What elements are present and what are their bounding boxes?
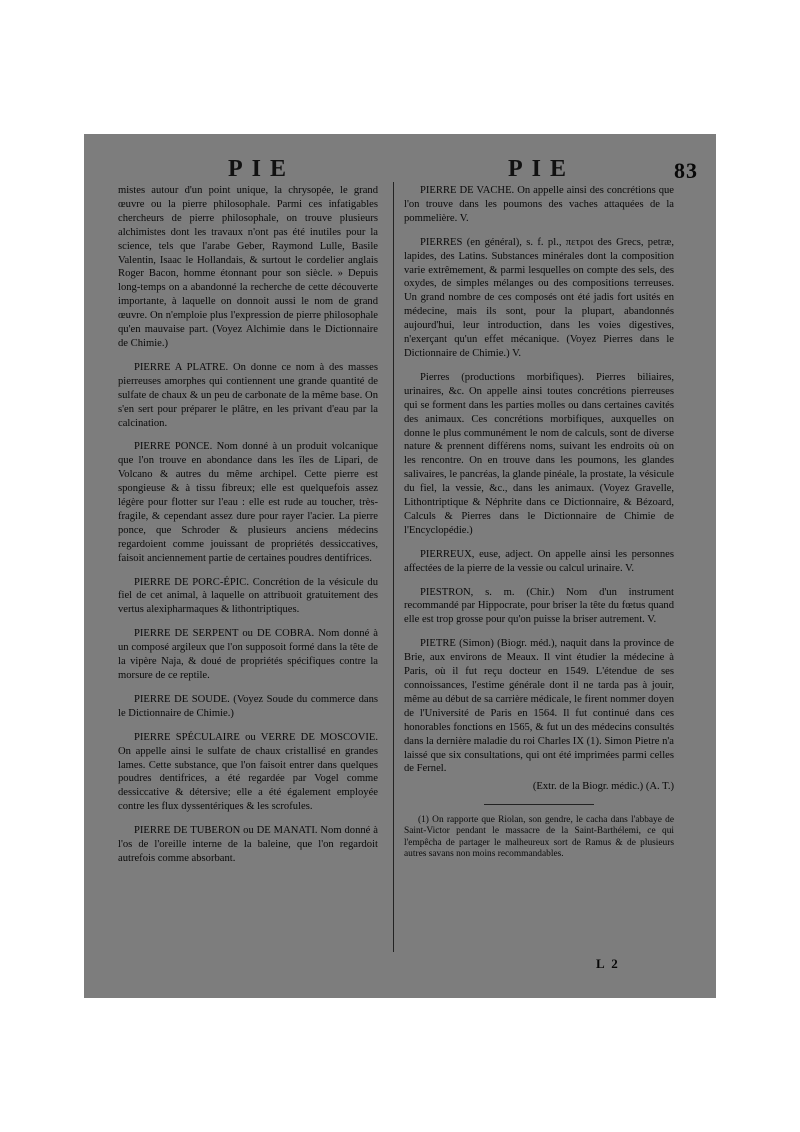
entry-pierre-de-serpent: PIERRE DE SERPENT ou DE COBRA. Nom donné à un composé argileux que l'on supposoit formé dans la tête de la vipère Naja, & doué de propriétés spécifiques contre la morsure de ce reptile. [118,628,378,681]
left-column [118,184,378,876]
page-number: 83 [674,158,698,183]
entry-pierre-a-platre: PIERRE A PLATRE. On donne ce nom à des masses pierreuses amorphes qui contiennent une grande quantité de sulfate de chaux & un peu de carbonate de la même base. On s'en sert pour préparer le plâtre, en les privant d'eau par la calcination. [118,361,378,429]
entry-pierre-ponce: PIERRE PONCE. Nom donné à un produit volcanique que l'on trouve en abondance dans les îles de Lipari, de Volcano & autres du même archipel. Cette pierre est spongieuse & à tissu fibreux; elle est quelquefois assez légère pour flotter sur l'eau : elle est rude au toucher, très-fragile, & cependant assez dure pour rayer l'acier. La pierre ponce, que Schroder & plusieurs anciens médecins regardoient comme jouissant de propriétés dessiccatives, faisoit anciennement partie de certaines poudres dentifrices. [118,441,378,564]
entry-piestron: PIESTRON, s. m. (Chir.) Nom d'un instrument recommandé par Hippocrate, pour briser la tête du fœtus quand elle est trop grosse pour qu'on puisse la briser autrement. V. [404,586,674,626]
right-column [404,184,674,870]
signature-mark: L 2 [596,956,620,971]
running-head-right: PIE [508,156,576,182]
entry-pierre-de-vache: PIERRE DE VACHE. On appelle ainsi des concrétions que l'on trouve dans les poumons des vaches attaquées de la pommelière. V. [404,185,674,224]
footnote: (1) On rapporte que Riolan, son gendre, le cacha dans l'abbaye de Saint-Victor pendant le massacre de la Saint-Barthélemi, ce qui l'empêcha de partager le malheureux sort de Ramus & de plusieurs autres savans non moins recommandables. [404,814,674,860]
entry-pierre-de-porc-epic: PIERRE DE PORC-ÉPIC. Concrétion de la vésicule du fiel de cet animal, à laquelle on attribuoit gratuitement des vertus alexipharmaques & lithontriptiques. [118,576,378,616]
entry-pietre-simon: PIETRE (Simon) (Biogr. méd.), naquit dans la province de Brie, aux environs de Meaux. Il vint étudier la médecine à Paris, où il fut reçu docteur en 1549. L'étendue de ses connoissances, l'estime générale dont il ne tarda pas à jouir, même au début de sa carrière médicale, le firent nommer doyen de l'Université de Paris en 1564. Il fut continué dans ces honorables fonctions en 1565, & fut un des médecins consultés dans la dernière maladie du roi Charles IX (1). Simon Pietre n'a laissé que six consultations, qui ont été imprimées parmi celles de Fernel. [404,638,674,775]
entry-pierres-morbifiques: Pierres (productions morbifiques). Pierres biliaires, urinaires, &c. On appelle ainsi toutes concrétions pierreuses qui se forment dans les parties molles ou dans certaines cavités des animaux. Ces concrétions morbifiques, auxquelles on donne le plus communément le nom de calculs, sont de diverse nature & prennent différens noms, suivant les endroits où on les rencontre. On en trouve dans les poumons, les glandes salivaires, le pancréas, la glande pinéale, la prostate, la vésicule du fiel, la vessie, &c., dans les animaux. (Voyez Gravelle, Lithontriptique & Néphrite dans ce Dictionnaire, & Bézoard, Calculs & Pierres dans le Dictionnaire de Chimie de l'Encyclopédie.) [404,371,674,536]
scanned-page [84,134,716,998]
column-rule [393,182,394,952]
entry-pierres-en-general: PIERRES (en général), s. f. pl., πετροι des Grecs, petræ, lapides, des Latins. Substances minérales dont la composition varie extrêmement, & parmi lesquelles on compte des sels, des oxydes, de simples mélanges ou des compositions terreuses. Un grand nombre de ces composés ont été jadis fort usités en médecine, mais ils sont, pour la plupart, abandonnés aujourd'hui, leur introduction, dans les voies digestives, n'exerçant qu'un effet mécanique. (Voyez Pierres dans le Dictionnaire de Chimie.) V. [404,236,674,359]
running-head-left: PIE [228,156,296,182]
entry-pierre-de-soude: PIERRE DE SOUDE. (Voyez Soude du commerce dans le Dictionnaire de Chimie.) [118,693,378,719]
entry-pietre-source: (Extr. de la Biogr. médic.) (A. T.) [532,781,674,793]
book-page [84,134,716,998]
entry-pierre-speculaire: PIERRE SPÉCULAIRE ou VERRE DE MOSCOVIE. On appelle ainsi le sulfate de chaux cristallisé en grandes lames. Cette substance, que l'on faisoit entrer dans quelques poudres dentifrices, a été regardée par Vogel comme dessiccative & détersive; elle a été également employée contre les flux dyssentériques & les scrofules. [118,731,378,813]
entry-pierre-de-tuberon: PIERRE DE TUBERON ou DE MANATI. Nom donné à l'os de l'oreille interne de la baleine, que l'on regardoit autrefois comme absorbant. [118,825,378,864]
footnote-rule [484,804,594,805]
entry-pierre-philosophale-continuation: mistes autour d'un point unique, la chrysopée, le grand œuvre ou la pierre philosophale. Parmi ces infatigables chercheurs de pierre philosophale, on trouve plusieurs alchimistes dont les travaux n'ont pas été inutiles pour la science, tels que l'arabe Geber, Raymond Lulle, Basile Valentin, Isaac le Hollandais, & surtout le cordelier anglais Roger Bacon, homme étonnant pour son siècle. » Depuis long-temps on a abandonné la recherche de cette découverte importante, à laquelle on donnoit aussi le nom de grand œuvre. On n'emploie plus l'expression de pierre philosophale qu'en mauvaise part. (Voyez Alchimie dans le Dictionnaire de Chimie.) [118,185,378,349]
entry-pierreux: PIERREUX, euse, adject. On appelle ainsi les personnes affectées de la pierre de la vessie ou calcul urinaire. V. [404,548,674,574]
